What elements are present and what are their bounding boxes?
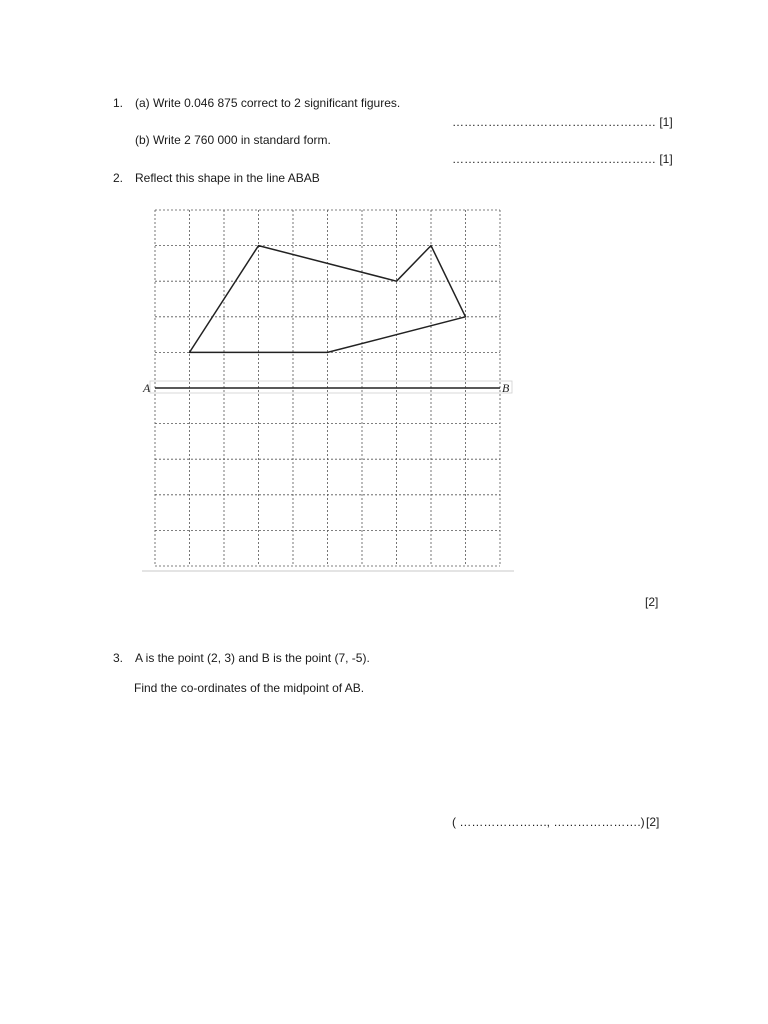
q1b-answer-line: …………………………………………… [1]	[452, 152, 673, 166]
q3-answer-line: ( …………………., ………………….)	[452, 815, 645, 829]
q3-text: A is the point (2, 3) and B is the point (7, -5).	[135, 651, 370, 665]
q2-text: Reflect this shape in the line ABAB	[135, 171, 320, 185]
label-b: B	[502, 381, 510, 395]
label-a: A	[143, 381, 151, 395]
q1-number: 1.	[113, 96, 124, 110]
q3-marks: [2]	[646, 815, 660, 829]
q1b-text: (b) Write 2 760 000 in standard form.	[135, 133, 331, 147]
q1a-text: (a) Write 0.046 875 correct to 2 significant figures.	[135, 96, 401, 110]
reflection-grid	[140, 205, 520, 575]
q1a-answer-line: …………………………………………… [1]	[452, 115, 673, 129]
q3-number: 3.	[113, 651, 124, 665]
q2-number: 2.	[113, 171, 124, 185]
q2-marks: [2]	[645, 595, 659, 609]
q3-subtext: Find the co-ordinates of the midpoint of AB.	[134, 681, 365, 695]
mirror-line-box	[150, 381, 512, 393]
